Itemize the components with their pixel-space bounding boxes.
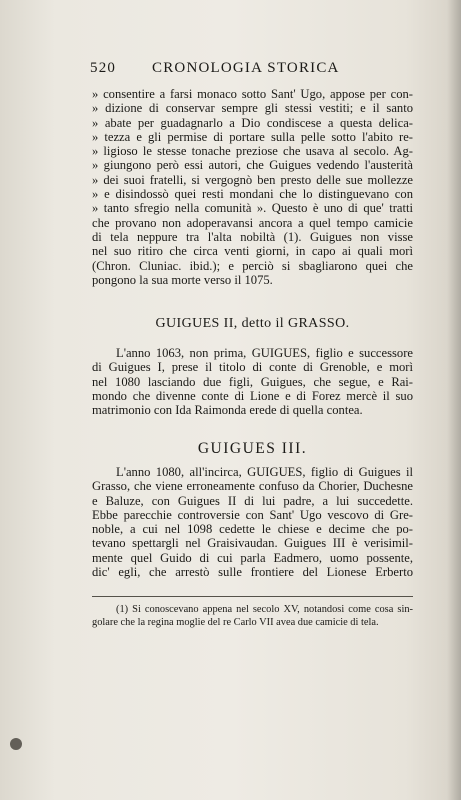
- text-line: L'anno 1080, all'incirca, GUIGUES, figlio di Guigues il: [116, 465, 413, 479]
- text-line: (Chron. Cluniac. ibid.); e perciò si sbagliarono quei che: [92, 258, 413, 273]
- footnote-divider: [92, 596, 413, 597]
- text-line: » consentire a farsi monaco sotto Sant' Ugo, appose per con-: [92, 87, 413, 101]
- text-line: e Baluze, con Guigues II di lui padre, a lui succedette.: [92, 493, 413, 508]
- text-line: di Guigues I, prese il titolo di conte di Grenoble, e morì: [92, 360, 413, 375]
- text-line: matrimonio con Ida Raimonda erede di quella contea.: [92, 403, 363, 418]
- text-line: Ebbe parecchie controversie con Sant' Ugo vescovo di Gre-: [92, 507, 413, 522]
- text-line: mente quel Guido di cui parla Eadmero, uomo possente,: [92, 550, 413, 565]
- text-line: » tezza e gli permise di portare sulla pelle sotto l'abito re-: [92, 129, 413, 144]
- text-line: L'anno 1063, non prima, GUIGUES, figlio e successore: [116, 346, 413, 360]
- text-line: nel 1080 lasciando due figli, Guigues, che segue, e Rai-: [92, 374, 413, 389]
- footnote-line: golare che la regina moglie del re Carlo VII avea due camicie di tela.: [92, 617, 379, 628]
- footnote: [92, 603, 413, 629]
- page-edge-shadow: [447, 0, 461, 800]
- text-line: mondo che divenne conte di Lione e di Forez mercè il suo: [92, 388, 413, 403]
- text-line: » ligioso le stesse tonache preziose che usava al secolo. Ag-: [92, 144, 413, 159]
- page-number: 520: [90, 60, 117, 76]
- paragraph-guigues-ii: [92, 346, 413, 417]
- text-line: pongono la sua morte verso il 1075.: [92, 272, 273, 287]
- text-line: Grasso, che viene erroneamente confuso da Chorier, Duchesne: [92, 479, 413, 494]
- paragraph-guigues-iii: [92, 465, 413, 579]
- text-line: nel suo ritiro che circa venti giorni, in capo ai quali morì: [92, 244, 413, 259]
- continued-paragraph: [92, 87, 413, 287]
- text-line: » giungono però essi autori, che Guigues vedendo l'austerità: [92, 158, 413, 173]
- section-heading-guigues-iii: GUIGUES III.: [197, 440, 308, 457]
- text-line: » e disindossò quei resti mondani che lo distinguevano con: [92, 187, 413, 202]
- text-line: » tanto sfregio nella comunità ». Questo è uno di que' tratti: [92, 201, 413, 216]
- section-heading-guigues-ii: GUIGUES II, detto il GRASSO.: [155, 316, 350, 331]
- running-header: [90, 60, 390, 80]
- text-line: » dizione di conservar sempre gli stessi vestiti; e il santo: [92, 101, 413, 116]
- text-line: noble, a cui nel 1098 cedette le chiese e decime che po-: [92, 522, 413, 537]
- running-title: CRONOLOGIA STORICA: [152, 60, 340, 76]
- text-line: » dei suoi fratelli, si vergognò ben presto delle sue mollezze: [92, 172, 413, 187]
- text-line: che provano non adoperavansi ancora a quel tempo camicie: [92, 215, 413, 230]
- text-line: tevano spettargli nel Graisivaudan. Guigues III è verisimil-: [92, 536, 413, 551]
- text-line: dic' egli, che arrestò sulle frontiere del Lionese Erberto: [92, 565, 413, 580]
- text-line: » abate per guadagnarlo a Dio condiscese a questa delica-: [92, 115, 413, 130]
- text-line: di tela neppure tra l'alta nobiltà (1). Guigues non visse: [92, 229, 413, 244]
- footnote-line: (1) Si conoscevano appena nel secolo XV, notandosi come cosa sin-: [116, 604, 413, 615]
- ink-blot: [10, 738, 22, 750]
